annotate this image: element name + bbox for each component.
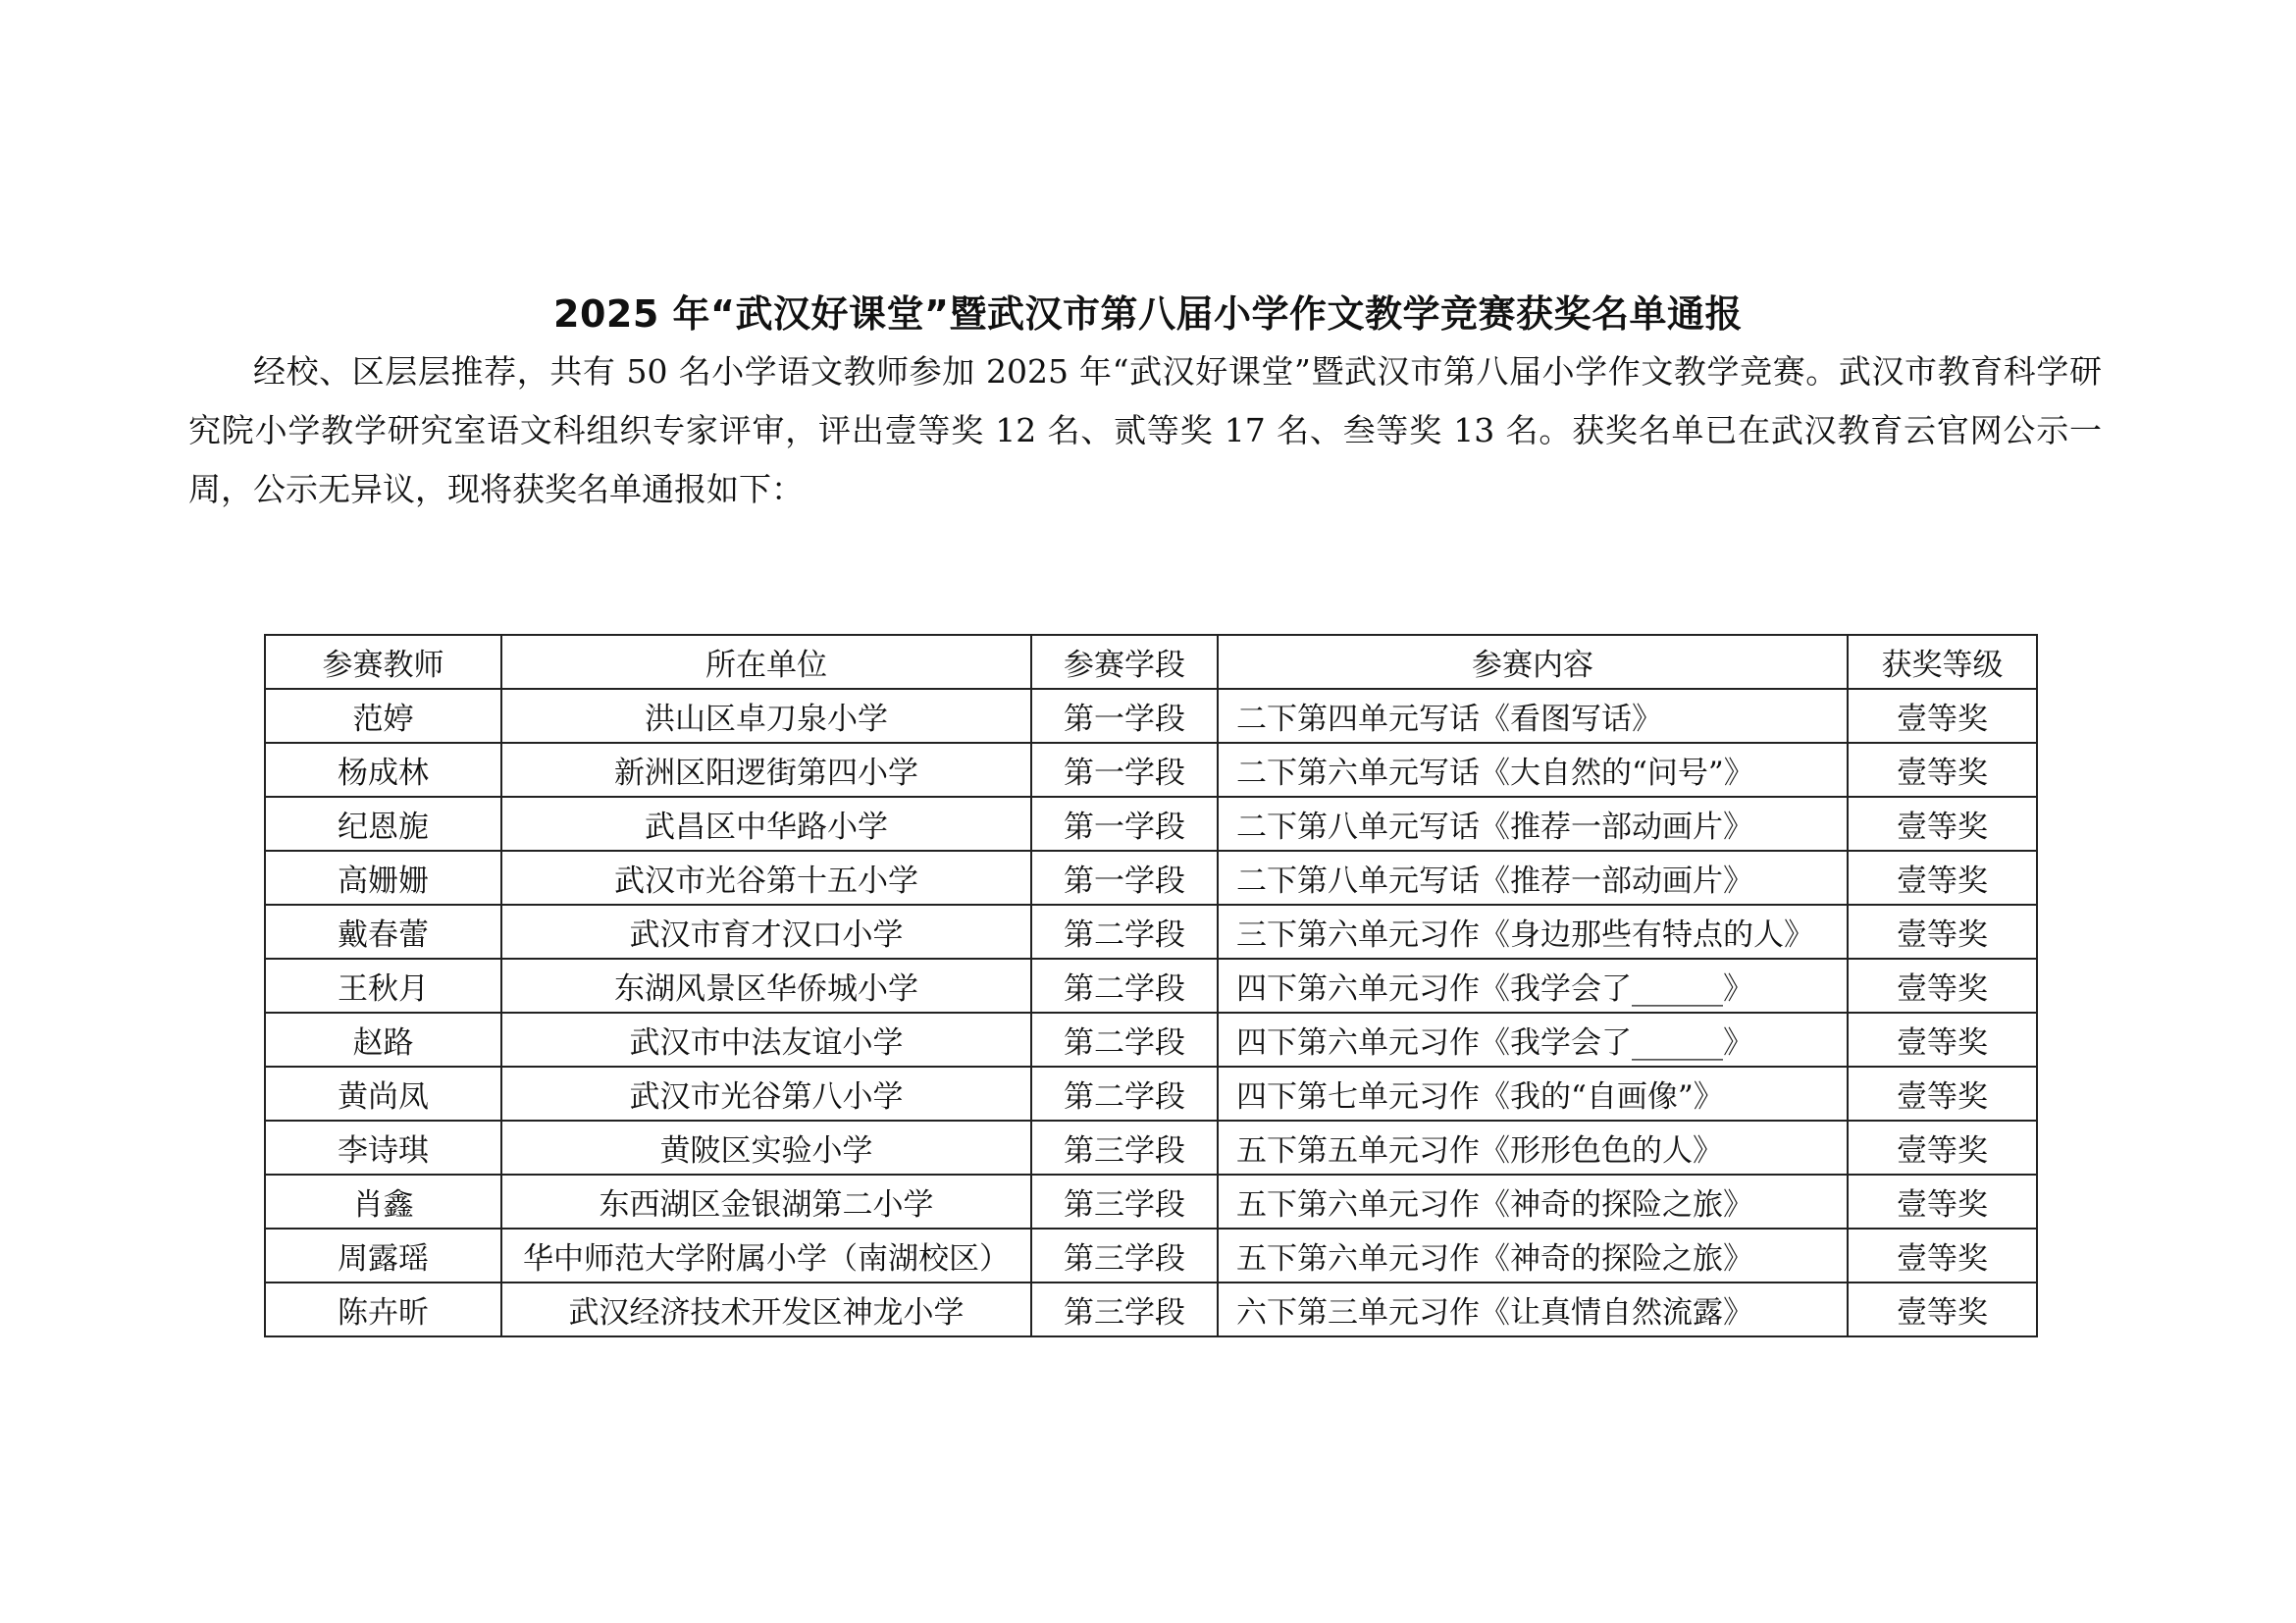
header-content: 参赛内容 [1218,635,1848,689]
header-unit: 所在单位 [501,635,1031,689]
stage-cell: 第三学段 [1031,1121,1218,1175]
stage-cell: 第二学段 [1031,1067,1218,1121]
unit-cell: 武汉市中法友谊小学 [501,1013,1031,1067]
content-cell: 四下第七单元习作《我的“自画像”》 [1218,1067,1848,1121]
teacher-cell: 周露瑶 [265,1229,501,1283]
unit-cell: 东西湖区金银湖第二小学 [501,1175,1031,1229]
table-row [265,851,2037,905]
content-cell: 二下第四单元写话《看图写话》 [1218,689,1848,743]
award-table [264,634,2038,1337]
stage-cell: 第三学段 [1031,1283,1218,1336]
unit-cell: 东湖风景区华侨城小学 [501,959,1031,1013]
unit-cell: 新洲区阳逻街第四小学 [501,743,1031,797]
page-title: 2025 年“武汉好课堂”暨武汉市第八届小学作文教学竞赛获奖名单通报 [553,292,1743,337]
teacher-cell: 纪恩旎 [265,797,501,851]
header-teacher: 参赛教师 [265,635,501,689]
teacher-cell: 黄尚凤 [265,1067,501,1121]
table-row [265,905,2037,959]
teacher-cell: 李诗琪 [265,1121,501,1175]
teacher-cell: 赵路 [265,1013,501,1067]
table-row [265,959,2037,1013]
stage-cell: 第三学段 [1031,1229,1218,1283]
award-cell: 壹等奖 [1848,1067,2037,1121]
teacher-cell: 杨成林 [265,743,501,797]
table-row [265,689,2037,743]
unit-cell: 华中师范大学附属小学（南湖校区） [501,1229,1031,1283]
content-cell: 二下第六单元写话《大自然的“问号”》 [1218,743,1848,797]
stage-cell: 第一学段 [1031,743,1218,797]
award-cell: 壹等奖 [1848,1013,2037,1067]
content-cell: 六下第三单元习作《让真情自然流露》 [1218,1283,1848,1336]
unit-cell: 武汉市光谷第八小学 [501,1067,1031,1121]
unit-cell: 武汉市育才汉口小学 [501,905,1031,959]
unit-cell: 武汉经济技术开发区神龙小学 [501,1283,1031,1336]
table-row [265,1229,2037,1283]
content-cell: 五下第五单元习作《形形色色的人》 [1218,1121,1848,1175]
stage-cell: 第二学段 [1031,1013,1218,1067]
teacher-cell: 高姗姗 [265,851,501,905]
teacher-cell: 王秋月 [265,959,501,1013]
stage-cell: 第二学段 [1031,905,1218,959]
content-cell: 二下第八单元写话《推荐一部动画片》 [1218,851,1848,905]
award-cell: 壹等奖 [1848,1229,2037,1283]
table-row [265,1013,2037,1067]
teacher-cell: 肖鑫 [265,1175,501,1229]
stage-cell: 第一学段 [1031,797,1218,851]
stage-cell: 第一学段 [1031,689,1218,743]
award-cell: 壹等奖 [1848,743,2037,797]
table-row [265,797,2037,851]
table-row [265,1175,2037,1229]
content-cell: 四下第六单元习作《我学会了______》 [1218,959,1848,1013]
unit-cell: 洪山区卓刀泉小学 [501,689,1031,743]
table-row [265,1067,2037,1121]
content-cell: 二下第八单元写话《推荐一部动画片》 [1218,797,1848,851]
award-cell: 壹等奖 [1848,689,2037,743]
content-cell: 五下第六单元习作《神奇的探险之旅》 [1218,1175,1848,1229]
table-row [265,743,2037,797]
award-cell: 壹等奖 [1848,1121,2037,1175]
award-cell: 壹等奖 [1848,797,2037,851]
teacher-cell: 陈卉昕 [265,1283,501,1336]
table-header-row [265,635,2037,689]
stage-cell: 第二学段 [1031,959,1218,1013]
teacher-cell: 戴春蕾 [265,905,501,959]
unit-cell: 黄陂区实验小学 [501,1121,1031,1175]
unit-cell: 武汉市光谷第十五小学 [501,851,1031,905]
award-cell: 壹等奖 [1848,959,2037,1013]
intro-paragraph: 经校、区层层推荐，共有 50 名小学语文教师参加 2025 年“武汉好课堂”暨武汉市第八届小学作文教学竞赛。武汉市教育科学研究院小学教学研究室语文科组织专家评审，评出壹等奖 12 名、贰等奖 17 名、叁等奖 13 名。获奖名单已在武汉教育云官网公示一周，公示无异议，现将获奖名单通报如下： [188,352,2102,508]
award-cell: 壹等奖 [1848,1175,2037,1229]
unit-cell: 武昌区中华路小学 [501,797,1031,851]
teacher-cell: 范婷 [265,689,501,743]
table-row [265,1283,2037,1336]
content-cell: 四下第六单元习作《我学会了______》 [1218,1013,1848,1067]
award-cell: 壹等奖 [1848,1283,2037,1336]
content-cell: 三下第六单元习作《身边那些有特点的人》 [1218,905,1848,959]
table-row [265,1121,2037,1175]
award-cell: 壹等奖 [1848,905,2037,959]
header-award: 获奖等级 [1848,635,2037,689]
award-cell: 壹等奖 [1848,851,2037,905]
stage-cell: 第三学段 [1031,1175,1218,1229]
content-cell: 五下第六单元习作《神奇的探险之旅》 [1218,1229,1848,1283]
stage-cell: 第一学段 [1031,851,1218,905]
header-stage: 参赛学段 [1031,635,1218,689]
